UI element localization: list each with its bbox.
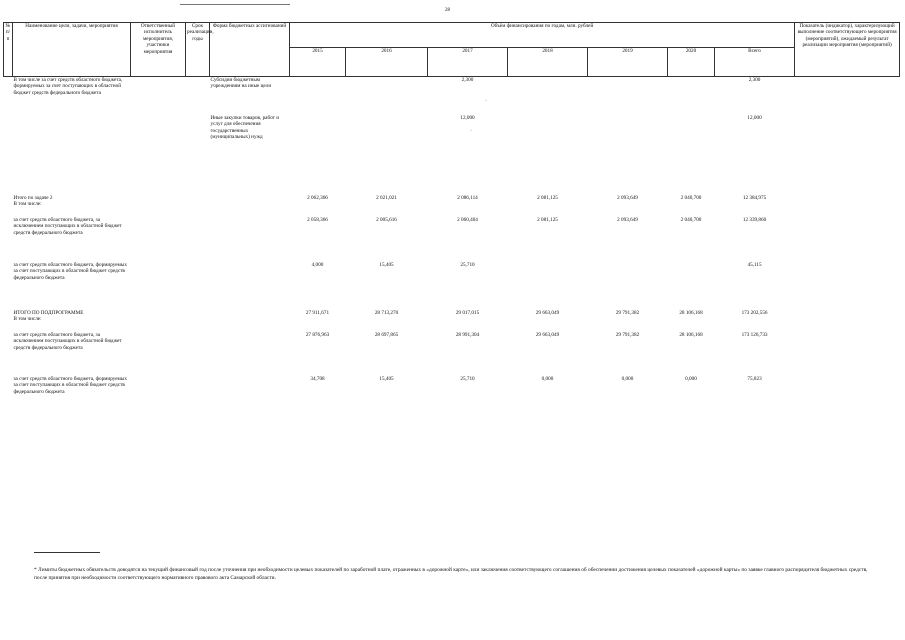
cell-value: 34,708 [310, 376, 325, 382]
cell-value: 2 093,649 [617, 195, 638, 201]
header-year: 2019 [588, 48, 668, 77]
header-year: 2020 [668, 48, 715, 77]
cell-value: 2,300 [461, 77, 474, 83]
cell-value: 29 663,049 [535, 332, 560, 338]
table-row [4, 195, 900, 217]
cell-value [290, 77, 346, 116]
row-form: Иные закупки товаров, работ и услуг для обеспечения государственных (муниципальных) нужд [210, 115, 279, 141]
cell-value: 29 017,015 [455, 310, 480, 316]
row-form: Субсидии бюджетным учреждениям на иные цели [210, 77, 272, 90]
cell-total: 12 384,975 [742, 195, 767, 201]
header-year: 2015 [290, 48, 346, 77]
cell-value: 29 663,049 [535, 310, 560, 316]
cell-total: 2,300 [748, 77, 761, 83]
table-row [4, 376, 900, 420]
row-form [210, 376, 290, 420]
cell-value [588, 262, 668, 310]
cell-value: 2 062,366 [307, 195, 328, 201]
cell-value: 27 911,671 [305, 310, 330, 316]
cell-value [346, 77, 428, 116]
row-name [13, 115, 131, 181]
row-form [210, 332, 290, 376]
cell-value [668, 115, 715, 181]
row-form [210, 310, 290, 332]
cell-value [588, 77, 668, 116]
cell-value: 15,405 [379, 376, 394, 382]
header-finance: Объём финансирования по годам, млн. рублей [290, 23, 795, 48]
row-name: В том числе за счет средств областного бюджета, формируемых за счет поступающих в областной бюджет средств федерального бюджета [13, 77, 123, 96]
header-form: Форма бюджетных ассигнований [210, 23, 290, 77]
cell-value: 0,000 [685, 376, 697, 382]
row-form [210, 262, 290, 310]
header-num: № п/п [4, 23, 13, 77]
cell-value: 27 876,963 [305, 332, 330, 338]
page-number: 28 [445, 8, 450, 13]
cell-value [668, 262, 715, 310]
table-row [4, 262, 900, 310]
cell-value: 29 791,382 [615, 310, 640, 316]
cell-total: 173 126,733 [741, 332, 768, 338]
cell-value: 2 040,700 [680, 195, 702, 201]
cell-value: 2 093,649 [617, 217, 638, 223]
row-form [210, 195, 290, 217]
row-name: за счет средств областного бюджета, формируемых за счет поступающих в областной бюджет средств федерального бюджета [13, 262, 127, 281]
row-name: ИТОГО ПО ПОДПРОГРАММЕ В том числе: [13, 310, 84, 323]
cell-value: 15,405 [379, 262, 394, 268]
financing-table [3, 22, 900, 420]
header-name: Наименование цели, задачи, мероприятия [13, 23, 131, 77]
row-name: за счет средств областного бюджета, за исключением поступающих в областной бюджет средств федерального бюджета [13, 332, 122, 351]
cell-value: 28 106,168 [679, 310, 703, 316]
cell-value: 12,000 [460, 115, 475, 121]
cell-value: 28 713,270 [374, 310, 399, 316]
header-indicator: Показатель (индикатор), характеризующий выполнение соответствующего мероприятия (мероприятий), ожидаемый результат реализации мероприятия (мероприятий) [795, 23, 900, 77]
scan-speck: · [485, 98, 487, 104]
top-rule [180, 4, 290, 5]
cell-value: 2 040,700 [680, 217, 702, 223]
cell-value: 2 058,366 [307, 217, 328, 223]
cell-value: 25,710 [460, 376, 475, 382]
cell-value [346, 115, 428, 181]
cell-value: 28 106,168 [679, 332, 703, 338]
table-row [4, 115, 900, 181]
scan-speck: · [470, 128, 472, 134]
cell-total: 12,000 [747, 115, 762, 121]
cell-value [508, 262, 588, 310]
cell-value: 25,710 [460, 262, 475, 268]
footnote: * Лимиты бюджетных обязательств доводятся на текущий финансовый год после уточнения при необходимости целевых показателей по заработной плате, отраженных в «дорожной карте», или заключения соответствующего соглашения об обеспечении достижения целевых показателей «дорожной карты» по заявке главного распорядителя бюджетных средств, после принятия при необходимости соответствующего нормативного правового акта Самарской области. [34, 567, 868, 581]
cell-value: 2 081,125 [537, 195, 558, 201]
cell-value [508, 77, 588, 116]
cell-value [508, 115, 588, 181]
cell-value: 2 060,404 [457, 217, 478, 223]
cell-value: 4,000 [311, 262, 324, 268]
table-row [4, 217, 900, 262]
row-form [210, 217, 290, 262]
cell-value [290, 115, 346, 181]
header-year: 2017 [428, 48, 508, 77]
header-year-total: Всего [715, 48, 795, 77]
row-name: за счет средств областного бюджета, формируемых за счет поступающих в областной бюджет средств федерального бюджета [13, 376, 127, 395]
cell-value: 28 991,304 [455, 332, 480, 338]
cell-value [588, 115, 668, 181]
cell-value: 0,000 [621, 376, 634, 382]
cell-value: 29 791,382 [615, 332, 640, 338]
cell-total: 45,115 [747, 262, 762, 268]
cell-value: 2 081,125 [537, 217, 558, 223]
cell-value [668, 77, 715, 116]
cell-total: 75,823 [747, 376, 762, 382]
header-year: 2016 [346, 48, 428, 77]
footnote-rule [34, 552, 100, 553]
cell-value: 28 697,865 [374, 332, 399, 338]
header-term: Срок реализации, годы [186, 23, 210, 77]
table-row [4, 310, 900, 332]
header-responsible: Ответственный исполнитель мероприятия, участники мероприятия [131, 23, 186, 77]
cell-total: 12 339,860 [742, 217, 767, 223]
cell-value: 2 086,114 [457, 195, 478, 201]
cell-value: 2 005,616 [376, 217, 397, 223]
table-row [4, 77, 900, 116]
cell-value: 2 021,021 [376, 195, 397, 201]
row-name: за счет средств областного бюджета, за исключением поступающих в областной бюджет средств федерального бюджета [13, 217, 122, 236]
cell-value: 0,000 [541, 376, 554, 382]
header-year: 2018 [508, 48, 588, 77]
table-row [4, 332, 900, 376]
row-name: Итого по задаче 2 В том числе: [13, 195, 53, 208]
cell-total: 173 202,556 [741, 310, 768, 316]
